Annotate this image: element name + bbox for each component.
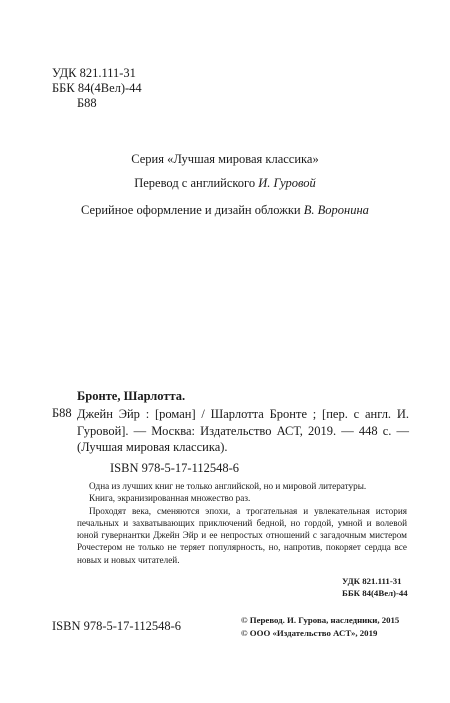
annotation-paragraph-2: Книга, экранизированная множество раз. [89,493,251,504]
designer-name: В. Воронина [303,203,369,217]
annotation-paragraph-3: Проходят века, сменяются эпохи, а трогательная и увлекательная история печальных и захватывающих приключений бедной, но гордой, умной и волевой юной гувернантки Джейн Эйр и ее непростых отношений с загадочным мистером Рочестером не только не теряет популярность, но, напротив, покоряет сердца все новых и новых читателей. [77,505,407,565]
series-line: Серия «Лучшая мировая классика» [131,152,319,166]
copyright-publisher: © ООО «Издательство АСТ», 2019 [241,628,378,638]
bib-author-mark: Б88 [52,406,72,420]
bottom-udk: УДК 821.111-31 [342,576,402,586]
translation-line [0,176,450,191]
annotation-paragraph-1: Одна из лучших книг не только английской, но и мировой литературы. [89,481,367,491]
udk-code: УДК 821.111-31 [52,66,136,80]
translation-prefix: Перевод с английского [134,176,259,190]
annotation [77,480,407,566]
bib-isbn: ISBN 978-5-17-112548-6 [110,461,240,475]
bbk-code: ББК 84(4Вел)-44 [52,81,142,95]
author-mark: Б88 [77,96,97,110]
translator-name: И. Гуровой [258,176,316,190]
bib-description: Джейн Эйр : [роман] / Шарлотта Бронте ; [пер. с англ. И. Гуровой]. — Москва: Издательство АСТ, 2019. — 448 с. — (Лучшая мировая классика). [77,407,409,455]
bottom-bbk: ББК 84(4Вел)-44 [342,588,408,598]
design-prefix: Серийное оформление и дизайн обложки [81,203,304,217]
design-line [0,203,450,218]
author-heading: Бронте, Шарлотта. [77,389,186,403]
copyright-translation: © Перевод. И. Гурова, наследники, 2015 [241,615,400,625]
bottom-isbn: ISBN 978-5-17-112548-6 [52,619,182,633]
